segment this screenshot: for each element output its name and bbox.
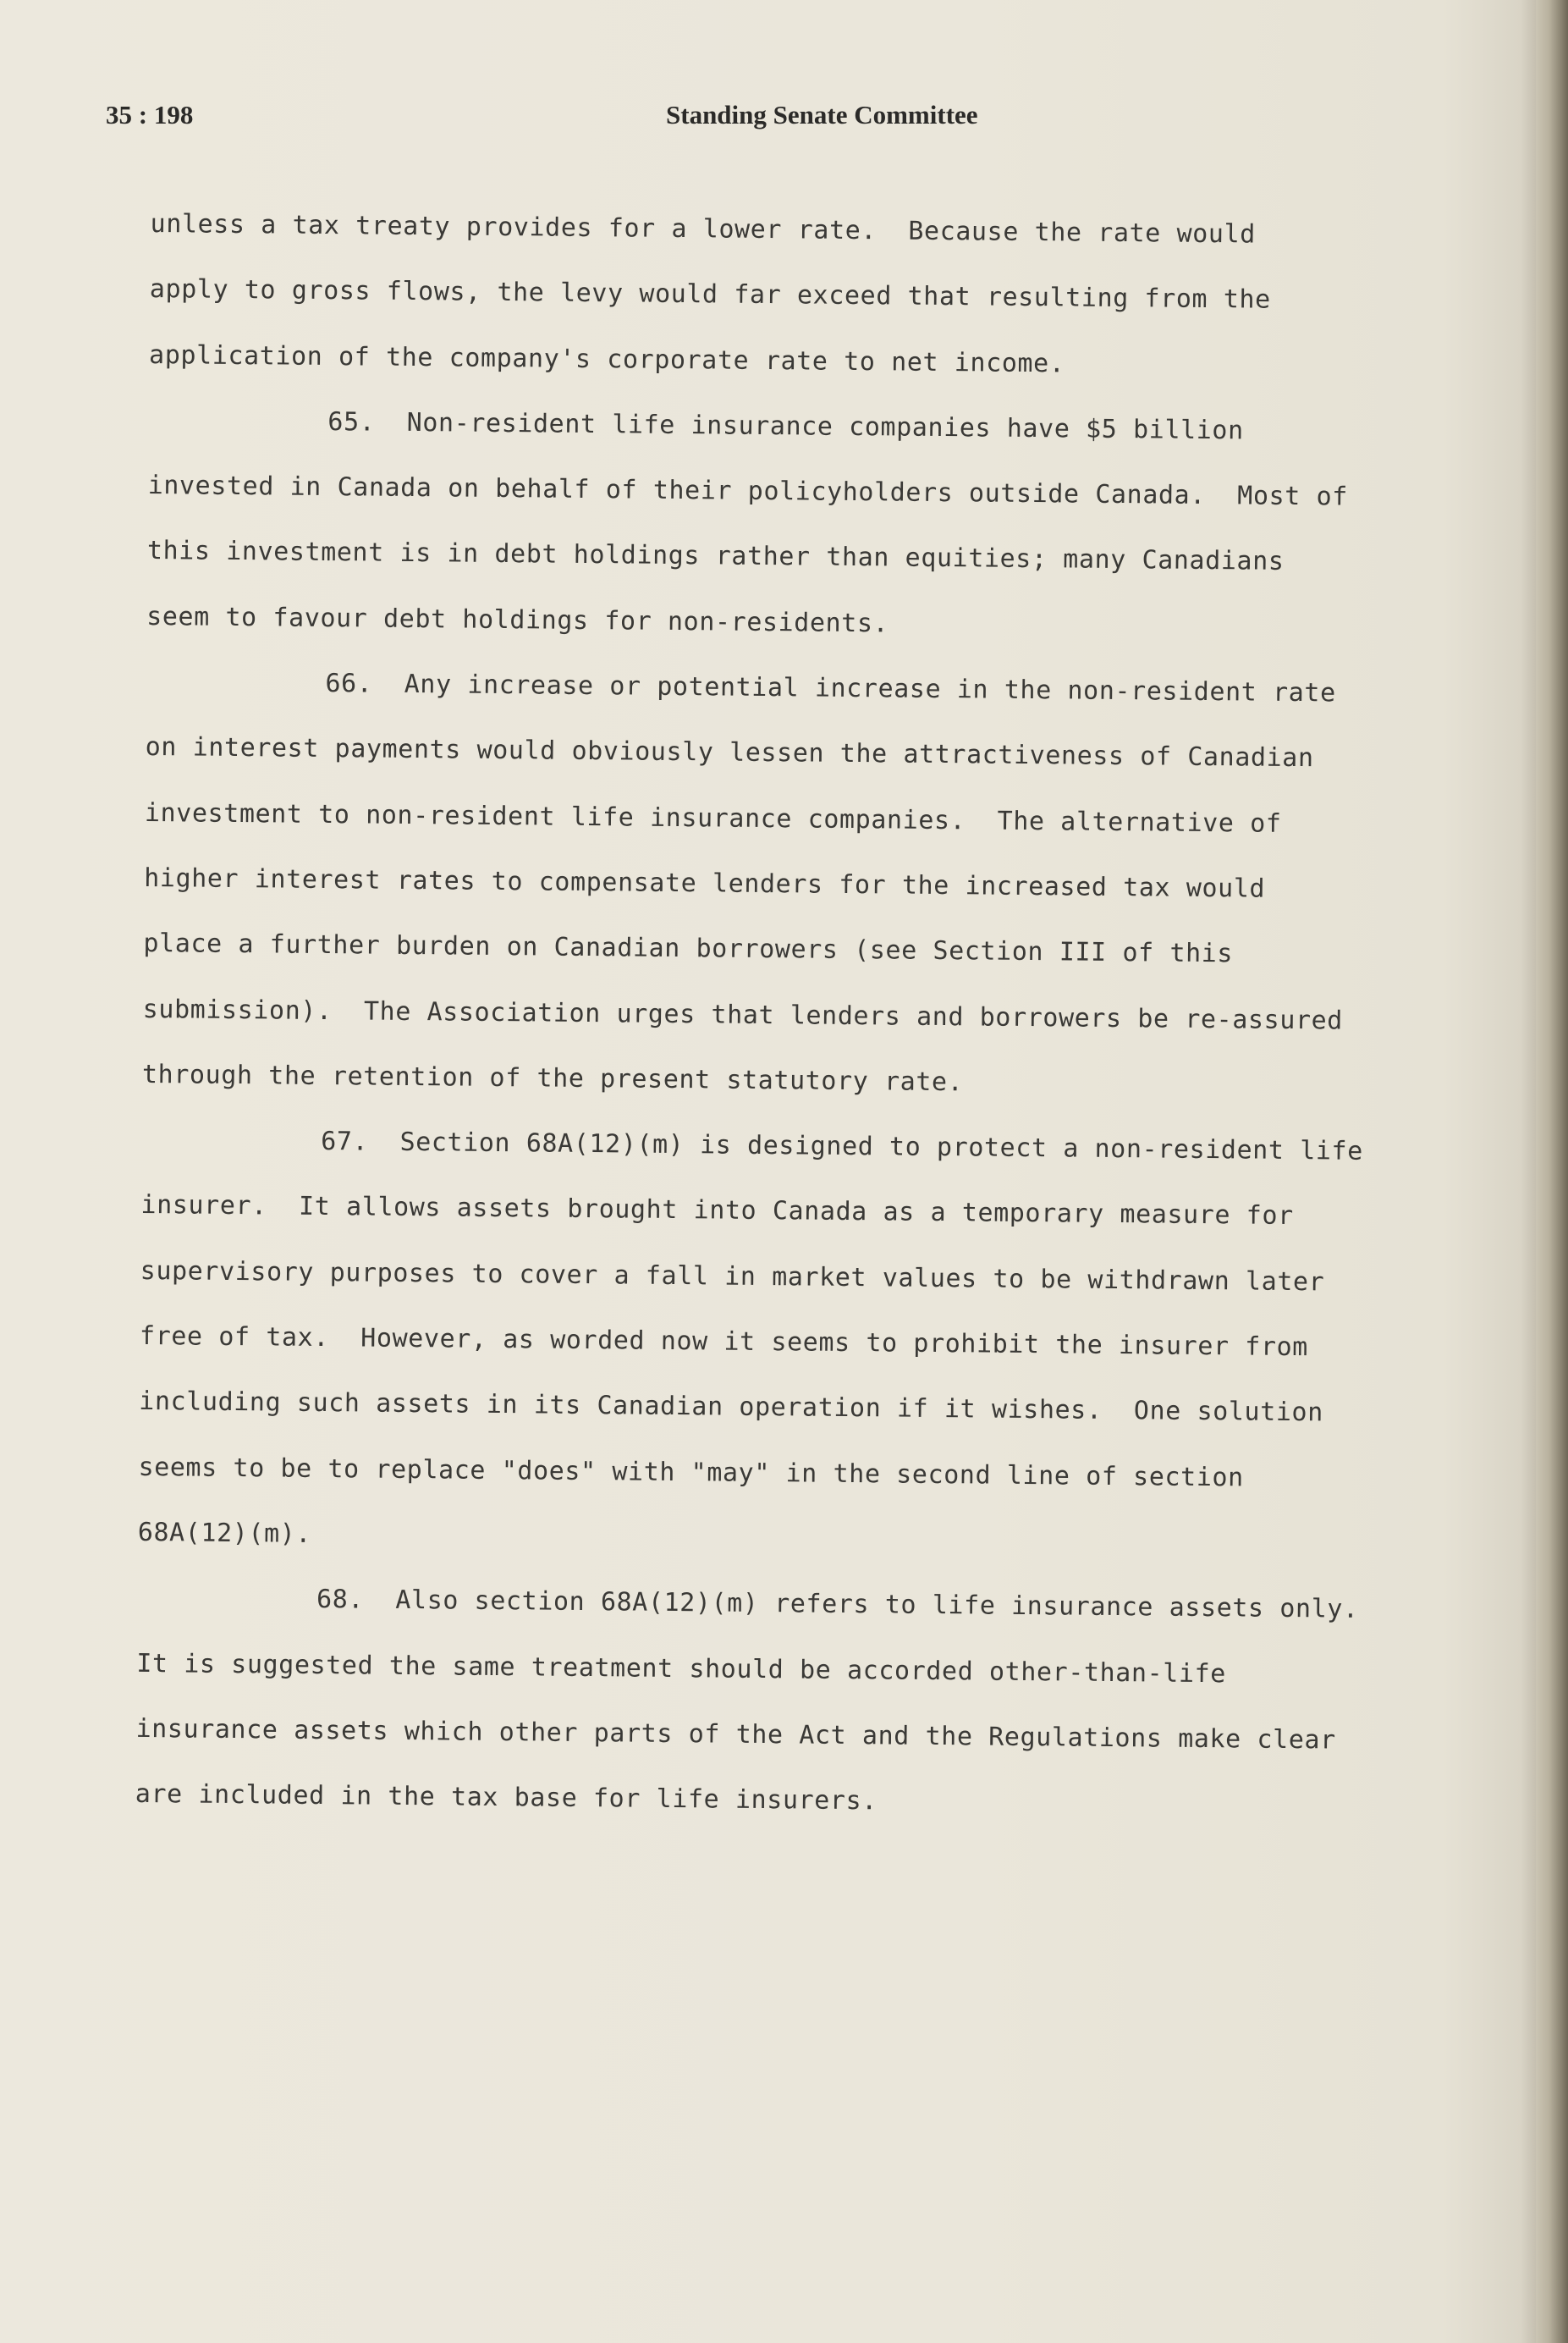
text-line: It is suggested the same treatment should be accorded other-than-life: [136, 1648, 1227, 1689]
paragraph-65-start: 65. Non-resident life insurance companies have $5 billion: [327, 406, 1244, 446]
text-line: higher interest rates to compensate lenders for the increased tax would: [144, 863, 1266, 904]
text-line: supervisory purposes to cover a fall in market values to be withdrawn later: [140, 1255, 1325, 1298]
text-line: this investment is in debt holdings rather than equities; many Canadians: [146, 536, 1285, 577]
paragraph-66-start: 66. Any increase or potential increase in the non-resident rate: [325, 669, 1336, 708]
text-line: 68A(12)(m).: [137, 1517, 312, 1549]
text-line: are included in the tax base for life insurers.: [135, 1779, 878, 1817]
text-line: free of tax. However, as worded now it seems to prohibit the insurer from: [139, 1320, 1309, 1363]
text-line: investment to non-resident life insurance companies. The alternative of: [144, 797, 1282, 839]
paragraph-67-start: 67. Section 68A(12)(m) is designed to protect a non-resident life: [321, 1127, 1364, 1166]
text-line: seem to favour debt holdings for non-residents.: [146, 601, 889, 639]
text-line: unless a tax treaty provides for a lower rate. Because the rate would: [150, 208, 1257, 250]
page-binding-edge: [1536, 0, 1568, 2343]
text-line: through the retention of the present statutory rate.: [141, 1059, 964, 1098]
body-text: [135, 191, 1436, 1839]
text-line: insurer. It allows assets brought into Canada as a temporary measure for: [140, 1190, 1294, 1232]
text-line: submission). The Association urges that lenders and borrowers be re-assured: [142, 994, 1344, 1036]
text-line: including such assets in its Canadian operation if it wishes. One solution: [139, 1387, 1324, 1428]
paragraph-68-start: 68. Also section 68A(12)(m) refers to life insurance assets only.: [316, 1585, 1359, 1625]
text-line: place a further burden on Canadian borrowers (see Section III of this: [143, 929, 1234, 969]
text-line: seems to be to replace "does" with "may" in the second line of section: [138, 1452, 1244, 1493]
header-title: Standing Senate Committee: [666, 100, 978, 130]
text-line: invested in Canada on behalf of their policyholders outside Canada. Most of: [147, 471, 1349, 512]
text-line: apply to gross flows, the levy would far exceed that resulting from the: [149, 274, 1271, 316]
running-header: [106, 100, 1037, 142]
text-line: application of the company's corporate rate to net income.: [148, 339, 1065, 378]
text-line: on interest payments would obviously lessen the attractiveness of Canadian: [145, 732, 1314, 774]
text-line: insurance assets which other parts of the Act and the Regulations make clear: [135, 1713, 1336, 1756]
page-number: 35 : 198: [106, 100, 194, 130]
page-shadow: [1521, 0, 1536, 2343]
